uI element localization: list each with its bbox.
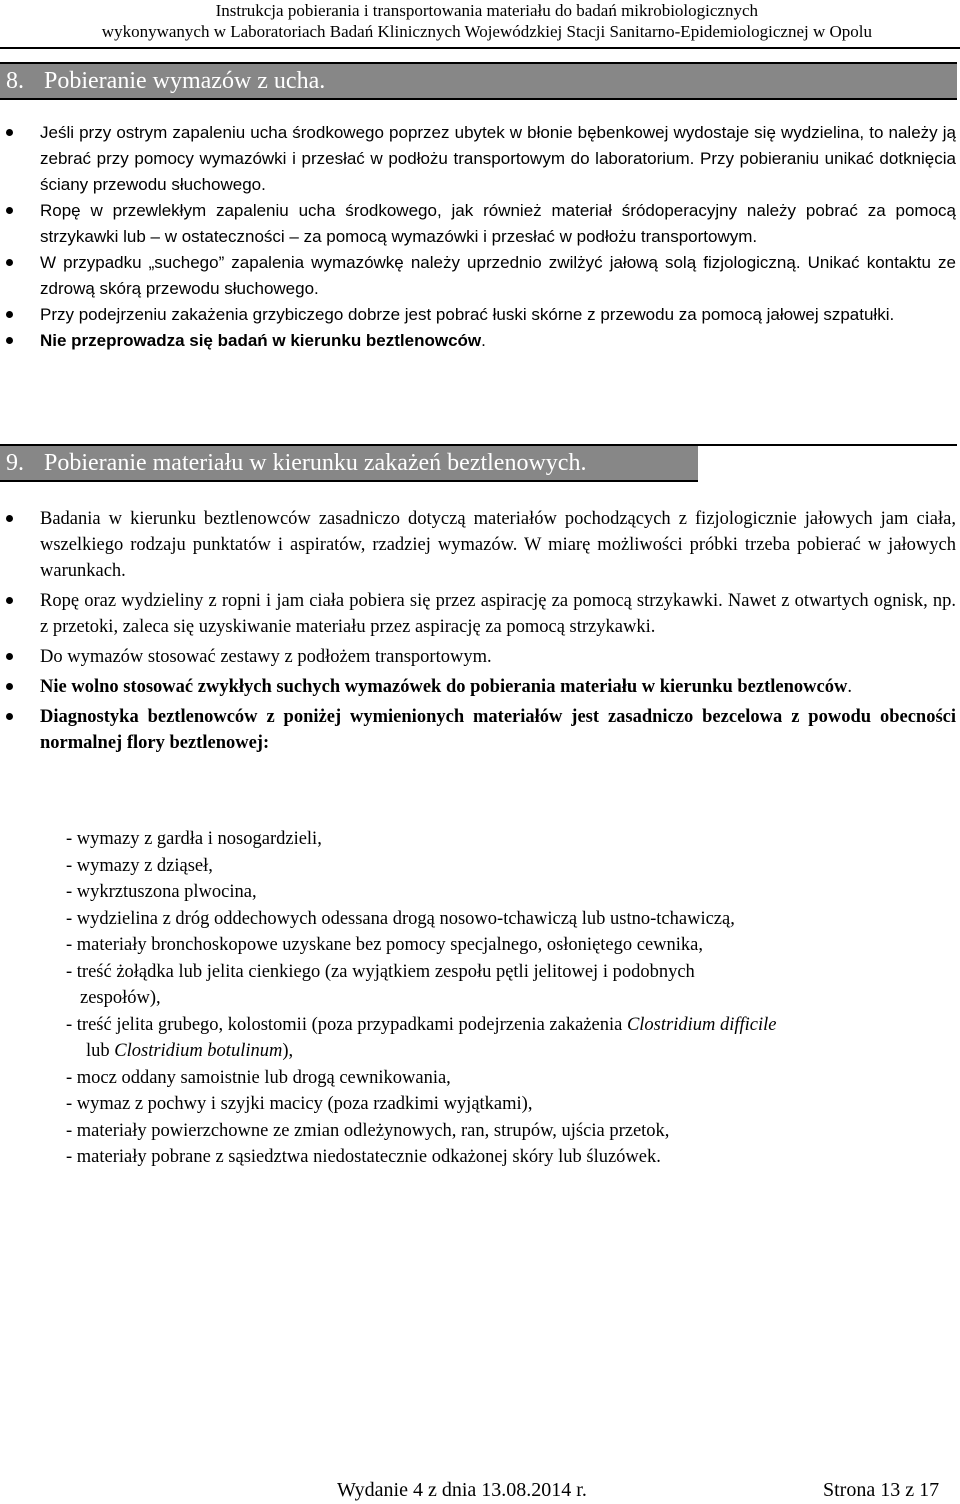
bullet-text: Do wymazów stosować zestawy z podłożem transportowym. — [40, 647, 492, 667]
section-9-number: 9. — [6, 450, 24, 476]
bullet-text: Ropę oraz wydzieliny z ropni i jam ciała pobiera się przez aspirację za pomocą strzykawki. Nawet z otwartych ognisk, np. z przetoki, zaleca się uzyskiwanie materiału przez aspirację za pomocą strzykawki. — [40, 591, 956, 637]
header-divider — [0, 47, 960, 49]
section-8-number: 8. — [6, 68, 24, 94]
bullet-text: Jeśli przy ostrym zapaleniu ucha środkowego poprzez ubytek w błonie bębenkowej wydostaje się wydzielina, to należy ją zebrać przy pomocy wymazówki i przesłać w podłożu transportowym do laboratorium. Przy pobieraniu unikać dotknięcia ściany przewodu słuchowego. — [40, 123, 956, 194]
list-item — [66, 959, 956, 1012]
list-item: - wykrztuszona plwocina, — [66, 882, 257, 902]
bullet-text-bold: Nie przeprowadza się badań w kierunku beztlenowców — [40, 331, 482, 350]
list-item: - wymazy z gardła i nosogardzieli, — [66, 829, 322, 849]
bullet-text-tail: . — [847, 677, 852, 697]
page-number: Strona 13 z 17 — [823, 1479, 940, 1501]
list-item: - wymazy z dziąseł, — [66, 855, 213, 876]
list-item: - materiały bronchoskopowe uzyskane bez pomocy specjalnego, osłoniętego cewnika, — [66, 935, 704, 955]
bullet-icon — [6, 207, 13, 214]
section-9-rule — [698, 444, 957, 446]
section-9-title: Pobieranie materiału w kierunku zakażeń beztlenowych. — [44, 450, 587, 476]
list-item-continuation: zespołów), — [80, 988, 161, 1008]
bullet-text: W przypadku „suchego” zapalenia wymazówkę należy uprzednio zwilżyć jałową solą fizjologiczną. Unikać kontaktu ze zdrową skórą przewodu słuchowego. — [40, 253, 956, 298]
list-item-text: lub — [86, 1041, 115, 1061]
section-8-heading — [0, 62, 957, 100]
section-8-list — [0, 120, 960, 354]
list-item — [0, 328, 960, 354]
bullet-text: Badania w kierunku beztlenowców zasadniczo dotyczą materiałów pochodzących z fizjologicznie jałowych jam ciała, wszelkiego rodzaju punktatów i aspiratów, rzadziej wymazów. W miarę możliwości próbki trzeba pobierać w jałowych warunkach. — [40, 509, 956, 581]
list-item: - wydzielina z dróg oddechowych odessana drogą nosowo-tchawiczą lub ustno-tchawiczą, — [66, 908, 735, 929]
excluded-materials-list — [66, 826, 956, 1171]
list-item — [0, 704, 960, 756]
organism-name: Clostridium difficile — [626, 1014, 777, 1035]
list-item-text: ), — [282, 1041, 294, 1061]
header-line-2: wykonywanych w Laboratoriach Badań Klinicznych Wojewódzkiej Stacji Sanitarno-Epidemiologicznej w Opolu — [101, 22, 872, 41]
bullet-text: Przy podejrzeniu zakażenia grzybiczego dobrze jest pobrać łuski skórne z przewodu za pomocą jałowej szpatułki. — [40, 305, 895, 324]
document-header — [0, 0, 960, 42]
bullet-icon — [6, 129, 13, 136]
section-9-list — [0, 506, 960, 760]
bullet-icon — [6, 597, 13, 604]
bullet-text-bold: Diagnostyka beztlenowców z poniżej wymienionych materiałów jest zasadniczo bezcelowa z powodu obecności normalnej flory beztlenowej: — [40, 707, 956, 753]
list-item — [0, 674, 960, 700]
bullet-icon — [6, 713, 13, 720]
section-9-heading — [0, 444, 698, 482]
bullet-icon — [6, 515, 13, 522]
section-8-title: Pobieranie wymazów z ucha. — [44, 68, 326, 94]
header-line-1: Instrukcja pobierania i transportowania materiału do badań mikrobiologicznych — [215, 1, 758, 20]
organism-name: Clostridium botulinum — [114, 1041, 283, 1061]
bullet-text-tail: . — [481, 331, 486, 350]
list-item — [66, 1012, 956, 1065]
bullet-icon — [6, 653, 13, 660]
list-item — [0, 120, 960, 198]
bullet-icon — [6, 259, 13, 266]
list-item-text: - treść jelita grubego, kolostomii (poza przypadkami podejrzenia zakażenia — [66, 1014, 627, 1035]
bullet-icon — [6, 337, 13, 344]
bullet-text: Ropę w przewlekłym zapaleniu ucha środkowego, jak również materiał śródoperacyjny należy pobrać za pomocą strzykawki lub – w ostateczności – za pomocą wymazówki i przesłać w podłożu transportowym. — [40, 201, 956, 246]
list-item — [0, 198, 960, 250]
list-item — [0, 506, 960, 584]
bullet-text-bold: Nie wolno stosować zwykłych suchych wymazówek do pobierania materiału w kierunku beztlenowców — [40, 677, 848, 697]
bullet-icon — [6, 683, 13, 690]
bullet-icon — [6, 311, 13, 318]
list-item — [0, 588, 960, 640]
edition-date: Wydanie 4 z dnia 13.08.2014 r. — [337, 1479, 587, 1501]
list-item — [0, 644, 960, 670]
list-item — [0, 302, 960, 328]
list-item: - wymaz z pochwy i szyjki macicy (poza rzadkimi wyjątkami), — [66, 1094, 533, 1114]
list-item: - mocz oddany samoistnie lub drogą cewnikowania, — [66, 1067, 451, 1088]
list-item-text: - treść żołądka lub jelita cienkiego (za wyjątkiem zespołu pętli jelitowej i podobnych — [66, 961, 695, 982]
list-item — [0, 250, 960, 302]
list-item: - materiały powierzchowne ze zmian odleżynowych, ran, strupów, ujścia przetok, — [66, 1120, 670, 1141]
list-item-continuation — [66, 1038, 956, 1065]
list-item: - materiały pobrane z sąsiedztwa niedostatecznie odkażonej skóry lub śluzówek. — [66, 1147, 661, 1167]
